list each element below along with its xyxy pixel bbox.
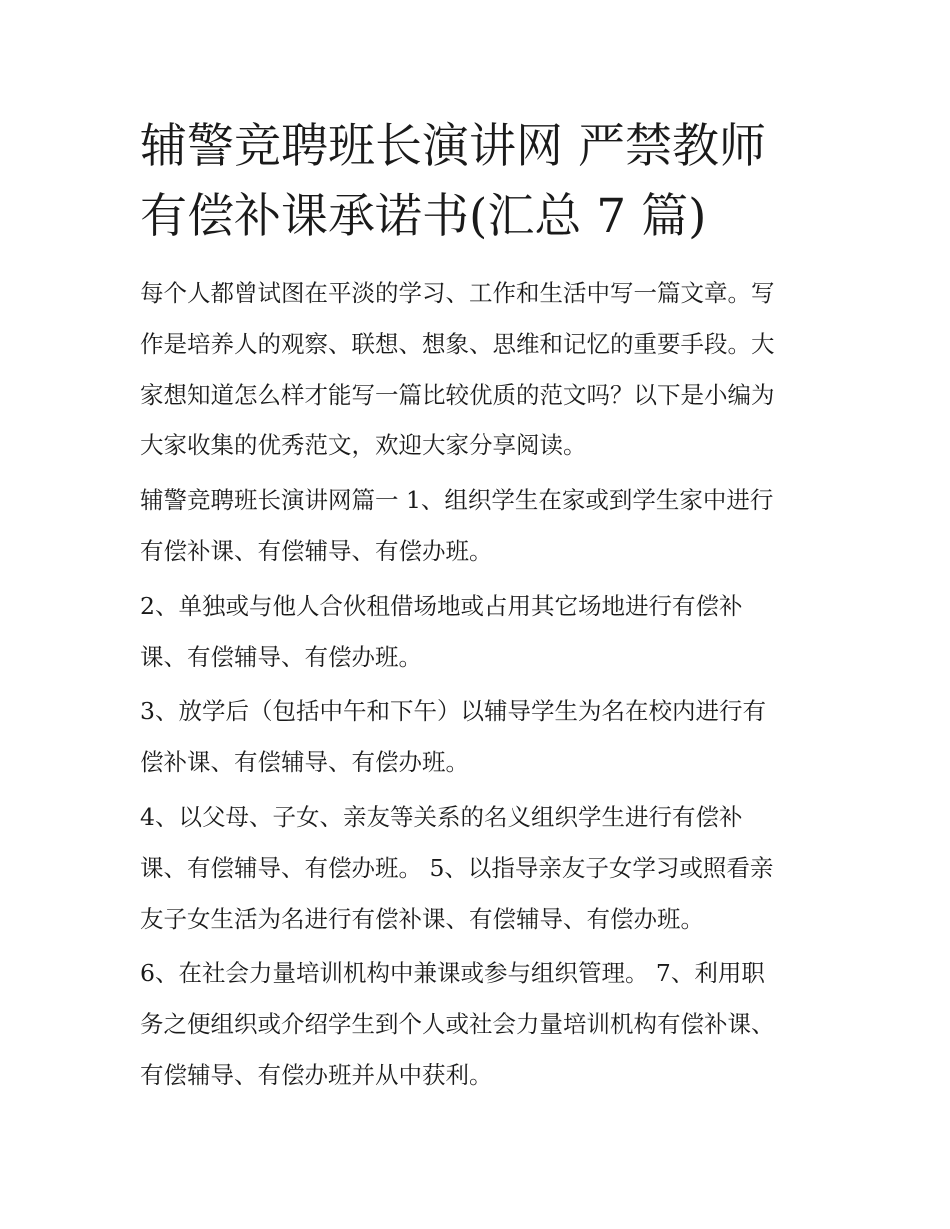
text-line: 4、以父母、子女、亲友等关系的名义组织学生进行有偿补 [140,802,743,831]
text-line: 课、有偿辅导、有偿办班。 5、以指导亲友子女学习或照看亲 [140,853,774,882]
text-line: 6、在社会力量培训机构中兼课或参与组织管理。 7、利用职 [140,959,765,988]
text-line: 偿补课、有偿辅导、有偿办班。 [140,748,469,777]
document-body [140,268,820,1101]
title-line-2: 有偿补课承诺书(汇总 7 篇) [140,189,707,244]
text-line: 3、放学后（包括中午和下午）以辅导学生为名在校内进行有 [140,697,766,726]
text-line: 大家收集的优秀范文，欢迎大家分享阅读。 [140,431,587,460]
text-line: 辅警竞聘班长演讲网篇一 1、组织学生在家或到学生家中进行 [140,486,774,515]
title-line-1: 辅警竞聘班长演讲网 严禁教师 [140,119,766,174]
intro-paragraph [140,268,820,471]
text-line: 课、有偿辅导、有偿办班。 [140,642,422,671]
section-one-item-1 [140,475,820,577]
text-line: 2、单独或与他人合伙租借场地或占用其它场地进行有偿补 [140,591,743,620]
document-content [140,112,820,1105]
item-4-5 [140,792,820,944]
item-2 [140,581,820,683]
text-line: 家想知道怎么样才能写一篇比较优质的范文吗？以下是小编为 [140,380,775,409]
text-line: 有偿辅导、有偿办班并从中获利。 [140,1060,493,1089]
document-title [140,112,820,252]
text-line: 每个人都曾试图在平淡的学习、工作和生活中写一篇文章。写 [140,279,775,307]
text-line: 友子女生活为名进行有偿补课、有偿辅导、有偿办班。 [140,904,704,933]
text-line: 作是培养人的观察、联想、想象、思维和记忆的重要手段。大 [140,329,775,358]
item-3 [140,686,820,788]
text-line: 务之便组织或介绍学生到个人或社会力量培训机构有偿补课、 [140,1010,775,1039]
item-6-7 [140,948,820,1100]
text-line: 有偿补课、有偿辅导、有偿办班。 [140,536,493,565]
